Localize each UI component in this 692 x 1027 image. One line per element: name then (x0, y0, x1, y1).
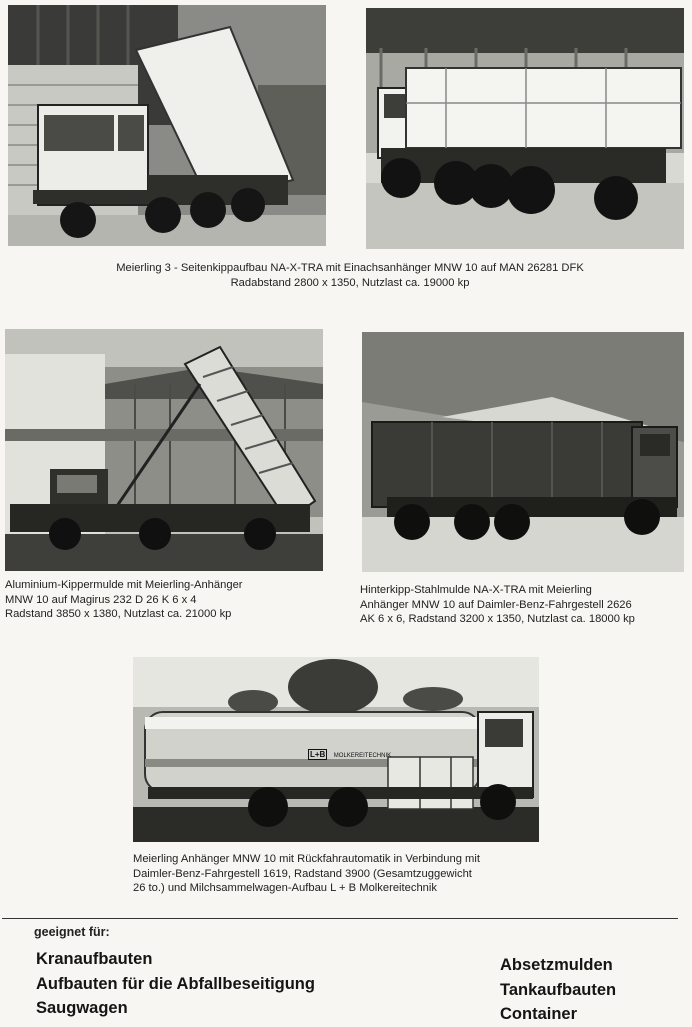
caption-middle-right (360, 583, 635, 627)
application-item: Saugwagen (36, 999, 128, 1017)
section-divider (2, 918, 678, 919)
photo-milk-tanker (133, 657, 539, 842)
caption-middle-right-line-2: Anhänger MNW 10 auf Daimler-Benz-Fahrgestell 2626 (360, 598, 632, 611)
photo-rear-tipper-steel (362, 332, 684, 572)
caption-middle-right-line-1: Hinterkipp-Stahlmulde NA-X-TRA mit Meierling (360, 584, 592, 596)
caption-middle-right-line-3: AK 6 x 6, Radstand 3200 x 1350, Nutzlast ca. 18000 kp (360, 613, 635, 626)
tank-logo: L+B (310, 750, 326, 759)
application-item: Aufbauten für die Abfallbeseitigung (36, 974, 315, 993)
caption-bottom-line-1: Meierling Anhänger MNW 10 mit Rückfahrautomatik in Verbindung mit (133, 853, 480, 865)
tank-marking (308, 744, 391, 762)
application-item: Container (500, 1005, 578, 1023)
photo-aluminium-tipper (5, 329, 323, 571)
suited-for-label: geeignet für: (34, 925, 110, 939)
application-item: Absetzmulden (500, 956, 613, 974)
caption-top-line-1: Meierling 3 - Seitenkippaufbau NA-X-TRA mit Einachsanhänger MNW 10 auf MAN 26281 DFK (116, 262, 584, 274)
application-item: Kranaufbauten (36, 950, 153, 968)
tank-logo-text: MOLKEREITECHNIK (333, 753, 392, 759)
applications-right-list (500, 953, 616, 1027)
caption-top (40, 261, 660, 290)
caption-bottom-line-3: 26 to.) und Milchsammelwagen-Aufbau L + B Molkereitechnik (133, 882, 437, 895)
caption-middle-left-line-1: Aluminium-Kippermulde mit Meierling-Anhänger (5, 579, 243, 591)
photo-tipper-trailer (366, 8, 684, 249)
caption-middle-left (5, 578, 243, 622)
caption-middle-left-line-2: MNW 10 auf Magirus 232 D 26 K 6 x 4 (5, 593, 197, 606)
caption-bottom-line-2: Daimler-Benz-Fahrgestell 1619, Radstand 3900 (Gesamtzuggewicht (133, 867, 472, 880)
photo-side-tipper-truck (8, 5, 326, 246)
application-item: Tankaufbauten (500, 980, 617, 999)
caption-bottom (133, 852, 480, 896)
caption-middle-left-line-3: Radstand 3850 x 1380, Nutzlast ca. 21000 kp (5, 608, 232, 621)
applications-left-list (36, 947, 315, 1021)
caption-top-line-2: Radabstand 2800 x 1350, Nutzlast ca. 19000 kp (230, 276, 470, 289)
